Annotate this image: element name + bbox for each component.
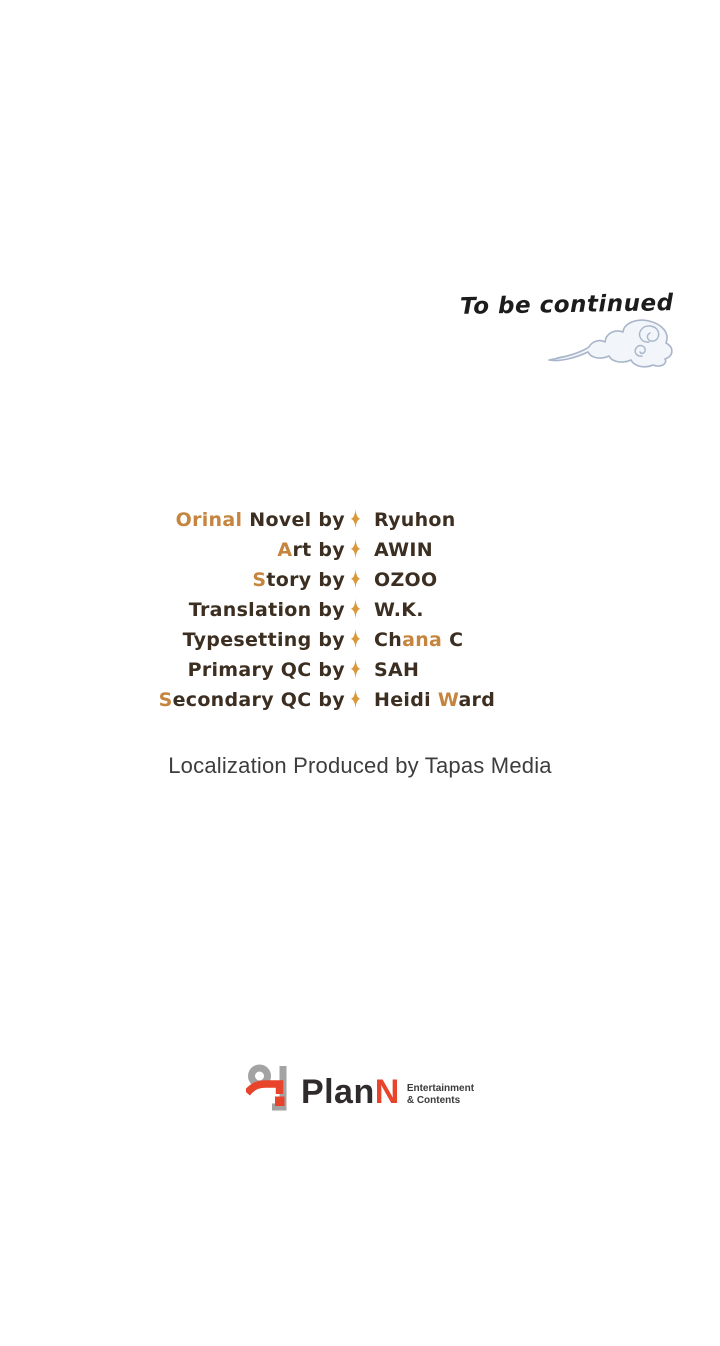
star-icon: ✦ (350, 623, 362, 657)
credit-role: Secondary QC by (158, 689, 345, 711)
credit-line (0, 685, 720, 715)
credit-line (0, 565, 720, 595)
logo-text-n: N (374, 1072, 400, 1111)
credit-role: Art by (277, 539, 345, 561)
plann-logo (0, 1062, 720, 1116)
plann-subtitle-line2: & Contents (406, 1095, 461, 1106)
localization-line: Localization Produced by Tapas Media (168, 753, 552, 778)
cloud-swirl-icon (545, 316, 690, 368)
credit-role: Story by (252, 569, 345, 591)
credit-name: Heidi Ward (374, 689, 496, 711)
star-icon: ✦ (350, 653, 362, 687)
star-icon: ✦ (350, 563, 362, 597)
credit-name: AWIN (374, 539, 433, 561)
credit-name: OZOO (374, 569, 438, 591)
logo-text-plan: Plan (300, 1072, 375, 1111)
credit-line (0, 595, 720, 625)
to-be-continued-text: To be continued (459, 290, 674, 320)
plann-subtitle (407, 1083, 474, 1107)
credit-line (0, 505, 720, 535)
plann-logo-mark-icon (246, 1062, 296, 1116)
plann-subtitle-line1: Entertainment (406, 1083, 475, 1094)
star-icon: ✦ (350, 593, 362, 627)
credit-name: Ryuhon (374, 509, 456, 531)
credit-name: SAH (374, 659, 420, 681)
credit-role: Typesetting by (182, 629, 345, 651)
plann-wordmark (301, 1073, 400, 1112)
credit-line (0, 625, 720, 655)
plann-logo-inner (246, 1062, 474, 1116)
star-icon: ✦ (350, 503, 362, 537)
credit-name: W.K. (374, 599, 424, 621)
star-icon: ✦ (350, 533, 362, 567)
credit-name: Chana C (374, 629, 464, 651)
credits-list (0, 505, 720, 715)
credit-role: Primary QC by (187, 659, 345, 681)
credit-line (0, 655, 720, 685)
star-icon: ✦ (350, 683, 362, 717)
credit-line (0, 535, 720, 565)
credit-role: Translation by (188, 599, 345, 621)
credit-role: Orinal Novel by (175, 509, 345, 531)
